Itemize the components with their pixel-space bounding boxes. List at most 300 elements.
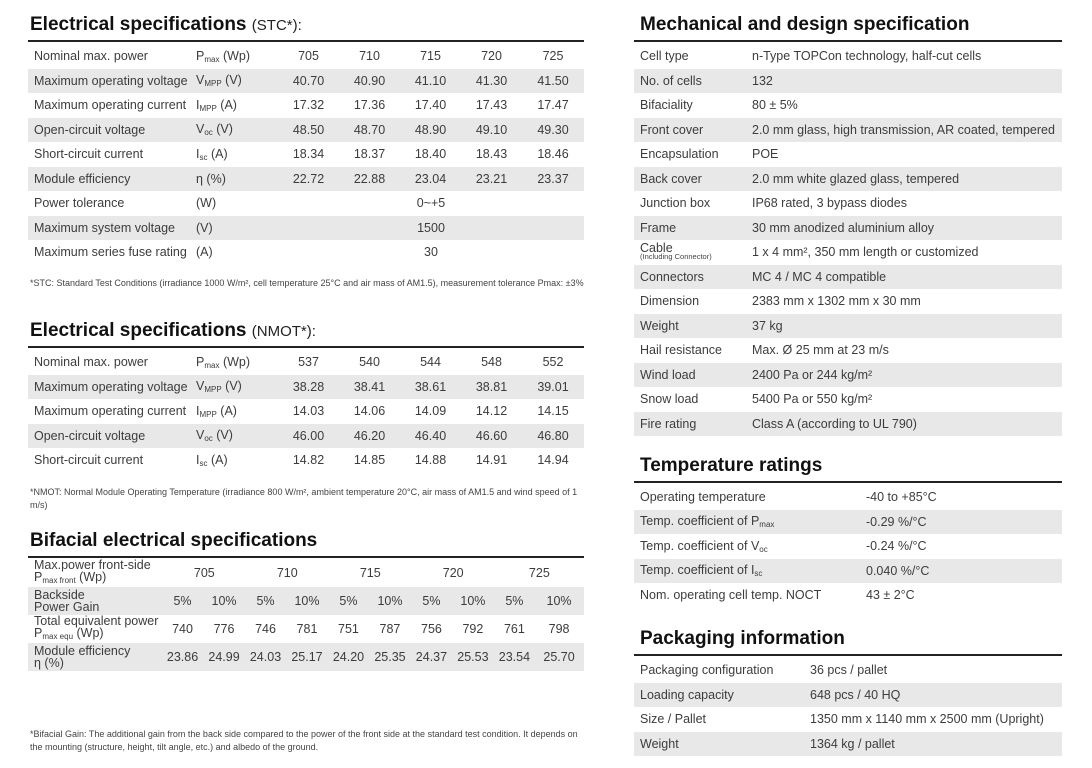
value-cell: 48.50: [278, 118, 339, 143]
unit-cell: [190, 167, 278, 192]
unit-cell: [190, 375, 278, 400]
value-cell: 46.80: [522, 424, 584, 449]
row-label-line1: Total equivalent power: [34, 615, 159, 628]
row-value: -0.24 %/°C: [866, 539, 927, 554]
row-label: [634, 265, 746, 290]
unit-label: (A): [216, 97, 237, 112]
value-cell: 41.50: [522, 69, 584, 94]
row-label: Open-circuit voltage: [28, 424, 190, 449]
unit-subscript: max: [204, 360, 220, 370]
value-cell: 14.82: [292, 453, 325, 468]
mech-row: [634, 387, 1062, 412]
unit-symbol: I: [196, 403, 200, 418]
row-label: Maximum system voltage: [28, 216, 190, 241]
mech-row: [634, 191, 1062, 216]
row-label: [634, 191, 746, 216]
mech-row: [634, 69, 1062, 94]
bifacial-title: Bifacial electrical specifications: [30, 530, 318, 551]
row-value: 2.0 mm white glazed glass, tempered: [746, 167, 1062, 192]
spec-row: [28, 216, 584, 241]
row-label: [634, 314, 746, 339]
value-cell: 23.21: [461, 167, 522, 192]
row-label: Nominal max. power: [34, 355, 148, 370]
bifacial-row: [28, 587, 584, 615]
value-cell: 25.17: [285, 643, 329, 671]
mech-row: [634, 338, 1062, 363]
value-cell: 710: [276, 566, 298, 580]
value-cell: 18.46: [537, 147, 569, 162]
unit-label: (Wp): [219, 354, 251, 369]
value-cell: 46.20: [339, 424, 400, 449]
value-cell: 5%: [329, 587, 368, 615]
row-value: 132: [746, 69, 1062, 94]
row-label: [634, 118, 746, 143]
row-label: Power tolerance: [34, 196, 125, 211]
value-cell: 1500: [278, 216, 584, 241]
value-cell: 710: [359, 49, 380, 64]
row-label-text: Wind load: [640, 367, 696, 382]
value-cell: 0~+5: [416, 196, 446, 211]
value-cell: 5%: [163, 587, 202, 615]
row-label-text: No. of cells: [640, 73, 702, 88]
row-label: [28, 615, 163, 643]
spec-row: [28, 399, 584, 424]
nmot-title: Electrical specifications (NMOT*):: [30, 320, 316, 341]
row-label: Packaging configuration: [640, 663, 774, 678]
value-cell: 22.72: [278, 167, 339, 192]
value-cell: 17.43: [475, 98, 508, 113]
mech-row: [634, 412, 1062, 437]
value-cell: 18.40: [414, 147, 447, 162]
unit-cell: [190, 118, 278, 143]
row-label: [634, 167, 746, 192]
row-label: Nominal max. power: [34, 49, 148, 64]
mech-table: [634, 44, 1062, 436]
value-cell: 10%: [451, 587, 495, 615]
value-cell: 781: [296, 622, 318, 636]
value-cell: 23.86: [163, 643, 202, 671]
row-label: Weight: [634, 732, 804, 757]
value-cell: 18.43: [475, 147, 508, 162]
unit-symbol: V: [196, 73, 205, 88]
temp-table: [634, 485, 1062, 608]
unit-cell: [190, 448, 278, 473]
value-cell: 17.40: [414, 98, 447, 113]
row-label-line1: Backside: [34, 588, 85, 602]
spec-row: [28, 93, 584, 118]
unit-symbol: V: [196, 428, 205, 443]
value-cell: 38.81: [461, 375, 522, 400]
value-cell: 10%: [368, 587, 412, 615]
row-label: Short-circuit current: [34, 453, 144, 468]
value-cell: 14.91: [475, 453, 508, 468]
value-cell: 49.30: [522, 118, 584, 143]
nmot-table: [28, 350, 584, 473]
value-cell: 787: [379, 622, 401, 636]
row-label: [634, 240, 746, 265]
value-cell: 46.40: [400, 424, 461, 449]
row-label-text: Junction box: [640, 196, 711, 211]
spec-row: [28, 142, 584, 167]
unit-label: (Wp): [73, 626, 104, 640]
mech-row: [634, 289, 1062, 314]
mech-row: [634, 314, 1062, 339]
row-label: [28, 587, 163, 615]
value-cell: 24.20: [329, 643, 368, 671]
stc-note: *STC: Standard Test Conditions (irradiance 1000 W/m², cell temperature 25°C and air mass of AM1.5), measurement tolerance Pmax: ±3%: [30, 278, 584, 288]
row-label-text: Weight: [640, 318, 679, 333]
row-label-line1: Module efficiency: [34, 644, 131, 658]
row-label: [634, 510, 860, 535]
row-label: [634, 583, 860, 608]
value-cell: 41.10: [400, 69, 461, 94]
value-cell: 792: [462, 622, 484, 636]
row-label: [28, 643, 163, 671]
row-label: Maximum series fuse rating: [34, 245, 187, 260]
mech-title: Mechanical and design specification: [640, 14, 970, 35]
value-cell: 720: [481, 49, 502, 64]
unit-subscript: MPP: [199, 103, 217, 113]
row-label-text: Back cover: [640, 171, 702, 186]
row-value: 43 ± 2°C: [866, 588, 915, 603]
row-label: Short-circuit current: [34, 147, 144, 162]
row-value: POE: [752, 147, 779, 162]
value-cell: 25.35: [368, 643, 412, 671]
unit-cell: [190, 44, 278, 69]
row-label-text: Snow load: [640, 392, 699, 407]
row-label: [634, 412, 746, 437]
row-value: 1 x 4 mm², 350 mm length or customized: [752, 245, 979, 260]
value-cell: 40.90: [339, 69, 400, 94]
value-cell: 41.30: [461, 69, 522, 94]
value-cell: 537: [298, 355, 319, 370]
value-cell: 24.99: [202, 643, 246, 671]
unit-subscript: oc: [204, 434, 213, 444]
mech-row: [634, 265, 1062, 290]
row-label-text: Frame: [640, 220, 677, 235]
row-label-text: Temp. coefficient of P: [640, 514, 760, 529]
row-label-text: Temp. coefficient of V: [640, 538, 760, 553]
row-label: [634, 142, 746, 167]
unit-symbol: V: [196, 379, 205, 394]
unit-cell: (A): [196, 245, 213, 260]
row-label-line2: η (%): [34, 656, 64, 670]
unit-label: (A): [207, 452, 228, 467]
row-label-text: Fire rating: [640, 416, 697, 431]
row-label: [634, 363, 746, 388]
row-label: [634, 559, 860, 584]
unit-symbol: I: [196, 146, 200, 161]
row-label: [28, 559, 163, 587]
unit-cell: (W): [196, 196, 217, 211]
unit-symbol: V: [196, 122, 205, 137]
row-value: 2383 mm x 1302 mm x 30 mm: [752, 294, 921, 309]
mech-row: [634, 363, 1062, 388]
row-value: 648 pcs / 40 HQ: [804, 683, 1062, 708]
spec-row: [28, 375, 584, 400]
unit-subscript: MPP: [204, 385, 222, 395]
unit-symbol: P: [34, 570, 43, 584]
spec-row: [28, 424, 584, 449]
value-cell: 46.00: [278, 424, 339, 449]
row-label: [634, 44, 746, 69]
row-label: Maximum operating current: [34, 404, 187, 419]
packaging-rule: [634, 654, 1062, 656]
unit-subscript: MPP: [204, 79, 222, 89]
spec-row: [28, 448, 584, 473]
row-value: Class A (according to UL 790): [746, 412, 1062, 437]
row-label-text: Hail resistance: [640, 343, 722, 358]
row-label: Size / Pallet: [640, 712, 707, 727]
value-cell: 14.06: [353, 404, 386, 419]
value-cell: 761: [503, 622, 525, 636]
value-cell: 10%: [534, 587, 584, 615]
unit-symbol: P: [34, 626, 43, 640]
mech-row: [634, 216, 1062, 241]
row-label-text: Connectors: [640, 269, 704, 284]
row-label-text: Cell type: [640, 49, 689, 64]
bifacial-table: [28, 559, 584, 671]
unit-cell: [190, 399, 278, 424]
row-label: Maximum operating voltage: [28, 69, 190, 94]
value-cell: 10%: [202, 587, 246, 615]
value-cell: 38.61: [400, 375, 461, 400]
value-cell: 46.60: [461, 424, 522, 449]
row-label-subtext: (Including Connector): [640, 252, 712, 262]
spec-row: [28, 118, 584, 143]
row-label: [634, 289, 746, 314]
row-label-line1: Max.power front-side: [34, 559, 151, 572]
value-cell: 715: [359, 566, 381, 580]
row-label-text: Bifaciality: [640, 98, 693, 113]
row-label: Maximum operating voltage: [28, 375, 190, 400]
spec-row: [28, 44, 584, 69]
value-cell: 5%: [246, 587, 285, 615]
value-cell: 751: [338, 622, 359, 636]
value-cell: 705: [298, 49, 319, 64]
mech-row: [634, 44, 1062, 69]
row-value: 80 ± 5%: [752, 98, 798, 113]
row-label: [634, 338, 746, 363]
unit-cell: [190, 142, 278, 167]
bifacial-row: [28, 559, 584, 587]
mech-row: [634, 240, 1062, 265]
unit-symbol: P: [196, 354, 205, 369]
row-value: 30 mm anodized aluminium alloy: [746, 216, 1062, 241]
value-cell: 18.37: [353, 147, 386, 162]
stc-rule: [28, 40, 584, 42]
row-label: [634, 534, 860, 559]
unit-label: (Wp): [75, 570, 107, 584]
value-cell: 30: [424, 245, 438, 260]
row-label-text: Operating temperature: [640, 490, 766, 505]
packaging-row: [634, 707, 1062, 732]
temp-row: [634, 559, 1062, 584]
unit-label: (Wp): [219, 48, 251, 63]
unit-symbol: I: [196, 452, 200, 467]
row-value: 0.040 %/°C: [860, 559, 1062, 584]
packaging-row: [634, 683, 1062, 708]
row-label-text: Nom. operating cell temp. NOCT: [640, 588, 822, 603]
unit-cell: (V): [190, 216, 278, 241]
row-label-subscript: sc: [754, 569, 763, 579]
spec-row: [28, 167, 584, 192]
unit-cell: [190, 93, 278, 118]
unit-label: (V): [212, 428, 233, 443]
bifacial-rule: [28, 556, 584, 558]
row-value: 5400 Pa or 550 kg/m²: [752, 392, 873, 407]
value-cell: 10%: [285, 587, 329, 615]
row-label-text: Front cover: [640, 122, 704, 137]
unit-symbol: P: [196, 48, 205, 63]
spec-row: [28, 350, 584, 375]
value-cell: 798: [548, 622, 570, 636]
value-cell: 776: [213, 622, 235, 636]
unit-subscript: max: [204, 54, 220, 64]
value-cell: 725: [542, 49, 564, 64]
row-label: Maximum operating current: [34, 98, 187, 113]
bifacial-row: [28, 615, 584, 643]
row-value: 2.0 mm glass, high transmission, AR coated, tempered: [746, 118, 1062, 143]
row-value: 2400 Pa or 244 kg/m²: [746, 363, 1062, 388]
row-label-subscript: oc: [759, 544, 768, 554]
value-cell: 5%: [495, 587, 534, 615]
unit-label: (A): [207, 146, 228, 161]
value-cell: 552: [542, 355, 564, 370]
value-cell: 17.32: [292, 98, 325, 113]
value-cell: 40.70: [278, 69, 339, 94]
value-cell: 22.88: [339, 167, 400, 192]
packaging-table: [634, 658, 1062, 756]
row-label: [634, 216, 746, 241]
unit-label: (%): [202, 171, 226, 186]
temp-rule: [634, 481, 1062, 483]
unit-label: (A): [216, 403, 237, 418]
row-value: -40 to +85°C: [866, 490, 937, 505]
row-label-text: Encapsulation: [640, 147, 719, 162]
value-cell: 39.01: [522, 375, 584, 400]
value-cell: 48.90: [400, 118, 461, 143]
unit-subscript: sc: [199, 152, 208, 162]
mech-row: [634, 142, 1062, 167]
value-cell: 38.28: [278, 375, 339, 400]
mech-rule: [634, 40, 1062, 42]
value-cell: 17.36: [353, 98, 386, 113]
value-cell: 715: [420, 49, 441, 64]
value-cell: 540: [359, 355, 380, 370]
value-cell: 14.85: [353, 453, 386, 468]
packaging-row: [634, 732, 1062, 757]
value-cell: 14.15: [537, 404, 569, 419]
value-cell: 548: [481, 355, 502, 370]
spec-row: [28, 191, 584, 216]
row-value: 37 kg: [746, 314, 1062, 339]
row-value: 1364 kg / pallet: [804, 732, 1062, 757]
spec-row: [28, 69, 584, 94]
value-cell: 49.10: [461, 118, 522, 143]
value-cell: 17.47: [537, 98, 569, 113]
temp-row: [634, 510, 1062, 535]
value-cell: 756: [421, 622, 442, 636]
row-value: 36 pcs / pallet: [810, 663, 888, 678]
value-cell: 740: [172, 622, 193, 636]
row-label-line2: Power Gain: [34, 600, 100, 614]
unit-subscript: max front: [42, 576, 76, 585]
row-value: IP68 rated, 3 bypass diodes: [752, 196, 907, 211]
value-cell: 705: [193, 566, 215, 580]
value-cell: 23.54: [495, 643, 534, 671]
stc-title: Electrical specifications (STC*):: [30, 14, 302, 35]
mech-row: [634, 93, 1062, 118]
value-cell: 14.12: [475, 404, 508, 419]
value-cell: 720: [442, 566, 464, 580]
spec-row: [28, 240, 584, 265]
row-label: [634, 93, 746, 118]
row-label-subscript: max: [759, 520, 775, 530]
row-label-text: Cable: [640, 241, 673, 256]
value-cell: 24.03: [246, 643, 285, 671]
mech-row: [634, 167, 1062, 192]
bifacial-note: *Bifacial Gain: The additional gain from the back side compared to the power of the front side at the standard test condition. It depends on the mounting (structure, height, tilt angle, etc.) and albedo of the ground.: [30, 729, 578, 752]
value-cell: 18.34: [292, 147, 325, 162]
row-value: 1350 mm x 1140 mm x 2500 mm (Upright): [810, 712, 1044, 727]
unit-subscript: sc: [199, 458, 208, 468]
row-label: Loading capacity: [634, 683, 804, 708]
row-label: Module efficiency: [28, 167, 190, 192]
stc-table: [28, 44, 584, 265]
value-cell: 746: [255, 622, 276, 636]
unit-cell: [190, 69, 278, 94]
value-cell: 544: [420, 355, 441, 370]
row-value: Max. Ø 25 mm at 23 m/s: [752, 343, 889, 358]
unit-subscript: oc: [204, 128, 213, 138]
row-label: [634, 387, 746, 412]
row-label: Open-circuit voltage: [28, 118, 190, 143]
unit-cell: [190, 424, 278, 449]
packaging-title: Packaging information: [640, 628, 845, 649]
value-cell: 23.37: [522, 167, 584, 192]
nmot-note: *NMOT: Normal Module Operating Temperature (irradiance 800 W/m², ambient temperature 20°C, air mass of AM1.5 and wind speed of 1 m/s): [30, 487, 578, 510]
value-cell: 25.70: [534, 643, 584, 671]
value-cell: 14.94: [537, 453, 569, 468]
value-cell: 725: [528, 566, 550, 580]
unit-cell: [190, 350, 278, 375]
unit-subscript: max equ: [42, 632, 74, 641]
row-value: MC 4 / MC 4 compatible: [746, 265, 1062, 290]
temp-row: [634, 485, 1062, 510]
unit-subscript: MPP: [199, 409, 217, 419]
temp-row: [634, 583, 1062, 608]
unit-label: (V): [221, 379, 242, 394]
temp-title: Temperature ratings: [640, 455, 823, 476]
unit-symbol: I: [196, 97, 200, 112]
row-label: [634, 485, 860, 510]
unit-label: (V): [221, 73, 242, 88]
temp-row: [634, 534, 1062, 559]
row-label: [634, 69, 746, 94]
value-cell: 23.04: [400, 167, 461, 192]
value-cell: 14.09: [414, 404, 447, 419]
unit-symbol: η: [196, 171, 203, 186]
value-cell: 14.03: [292, 404, 325, 419]
unit-label: (V): [212, 122, 233, 137]
nmot-rule: [28, 346, 584, 348]
value-cell: 48.70: [339, 118, 400, 143]
row-label-text: Dimension: [640, 294, 700, 309]
packaging-row: [634, 658, 1062, 683]
mech-row: [634, 118, 1062, 143]
value-cell: 24.37: [412, 643, 451, 671]
